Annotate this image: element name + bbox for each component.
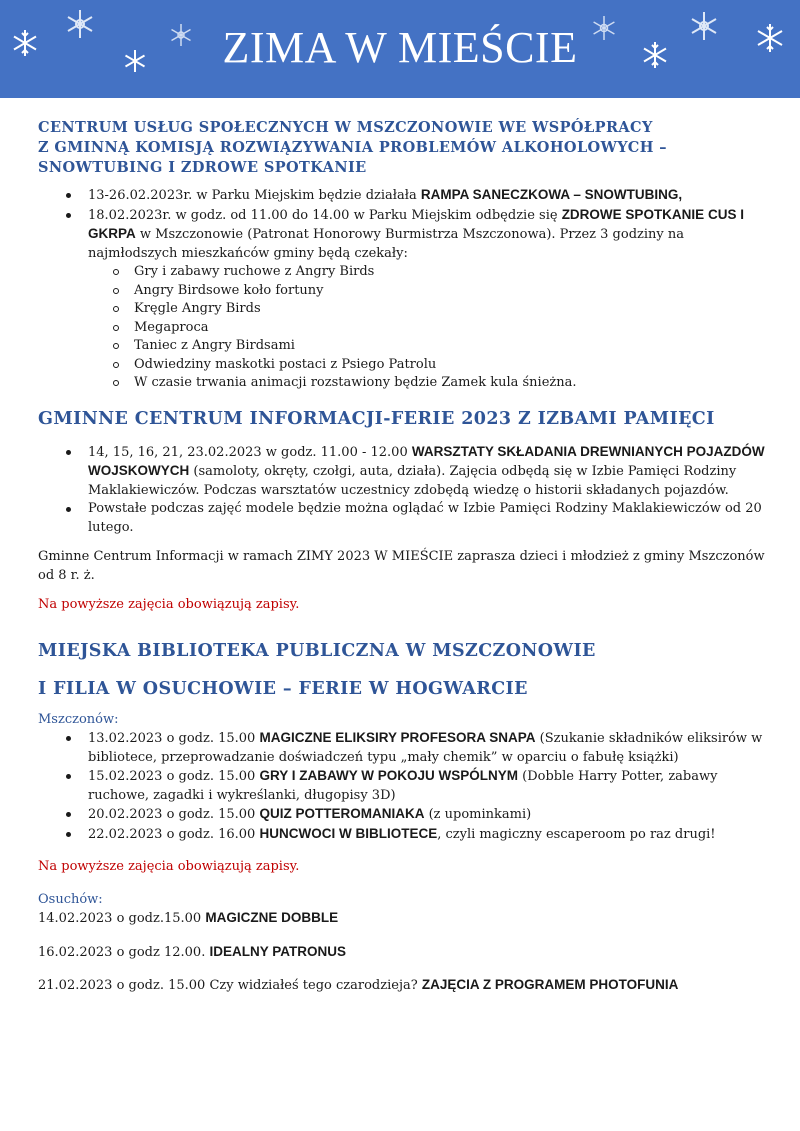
list-item xyxy=(38,186,768,206)
cus-heading-line: SNOWTUBING I ZDROWE SPOTKANIE xyxy=(38,159,367,176)
mszczonow-label: Mszczonów: xyxy=(38,711,119,727)
item-text: 15.02.2023 o godz. 15.00 xyxy=(88,769,260,784)
cus-heading-line: Z GMINNĄ KOMISJĄ ROZWIĄZYWANIA PROBLEMÓW ALKOHOLOWYCH – xyxy=(38,139,667,156)
item-highlight: MAGICZNE DOBBLE xyxy=(205,910,339,925)
sub-list-item: Megaproca xyxy=(88,319,768,338)
item-text: (z upominkami) xyxy=(424,807,532,822)
item-highlight: HUNCWOCI W BIBLIOTECE xyxy=(259,825,438,841)
sub-list-item: Gry i zabawy ruchowe z Angry Birds xyxy=(88,263,768,282)
item-highlight: RAMPA SANECZKOWA – SNOWTUBING, xyxy=(420,187,683,202)
item-text: w Mszczonowie (Patronat Honorowy Burmistrza Mszczonowa). Przez 3 godziny na najmłodszych mieszkańców gminy będą czekały: xyxy=(88,227,684,261)
sub-list-item: Odwiedziny maskotki postaci z Psiego Patrolu xyxy=(88,356,768,375)
list-item xyxy=(38,825,768,845)
item-highlight: ZDROWE SPOTKANIE CUS I GKRPA xyxy=(88,206,744,241)
gci-list xyxy=(38,443,768,538)
registration-note: Na powyższe zajęcia obowiązują zapisy. xyxy=(38,597,300,612)
item-text: 20.02.2023 o godz. 15.00 xyxy=(88,807,260,822)
osuchow-label: Osuchów: xyxy=(38,891,103,907)
item-text: , czyli magiczny escaperoom po raz drugi! xyxy=(437,826,716,842)
attractions-list xyxy=(88,263,768,393)
gci-paragraph: Gminne Centrum Informacji w ramach ZIMY 2023 W MIEŚCIE zaprasza dzieci i młodzież z gminy Mszczonów od 8 r. ż. xyxy=(38,549,765,583)
item-text: 14, 15, 16, 21, 23.02.2023 w godz. 11.00 - 12.00 xyxy=(88,444,412,460)
list-item xyxy=(38,443,768,501)
gci-heading: GMINNE CENTRUM INFORMACJI-FERIE 2023 Z IZBAMI PAMIĘCI xyxy=(38,408,715,429)
osuchow-event xyxy=(38,976,768,996)
item-highlight: IDEALNY PATRONUS xyxy=(209,943,346,959)
item-highlight: GRY I ZABAWY W POKOJU WSPÓLNYM xyxy=(259,768,518,783)
sub-list-item: W czasie trwania animacji rozstawiony będzie Zamek kula śnieżna. xyxy=(88,374,768,393)
mbp-subheading: I FILIA W OSUCHOWIE – FERIE W HOGWARCIE xyxy=(38,678,528,699)
sub-list-item: Angry Birdsowe koło fortuny xyxy=(88,282,768,301)
item-text: (Szukanie składników eliksirów w bibliotece, przeprowadzanie doświadczeń typu „mały chemik” w oparciu o fabułę książki) xyxy=(88,731,763,765)
item-highlight: ZAJĘCIA Z PROGRAMEM PHOTOFUNIA xyxy=(421,977,679,992)
list-item xyxy=(38,206,768,393)
item-text: 14.02.2023 o godz.15.00 xyxy=(38,911,206,926)
item-highlight: QUIZ POTTEROMANIAKA xyxy=(259,806,425,821)
mbp-heading: MIEJSKA BIBLIOTEKA PUBLICZNA W MSZCZONOWIE xyxy=(38,640,596,661)
list-item xyxy=(38,767,768,805)
item-text: 21.02.2023 o godz. 15.00 Czy widziałeś tego czarodzieja? xyxy=(38,978,422,993)
osuchow-event xyxy=(38,909,768,929)
list-item: Powstałe podczas zajęć modele będzie można oglądać w Izbie Pamięci Rodziny Maklakiewiczów od 20 lutego. xyxy=(38,500,768,537)
item-text: 22.02.2023 o godz. 16.00 xyxy=(88,826,260,842)
cus-heading xyxy=(38,118,768,178)
osuchow-event xyxy=(38,943,768,963)
sub-list-item: Taniec z Angry Birdsami xyxy=(88,337,768,356)
document-content xyxy=(38,118,768,996)
item-text: 13-26.02.2023r. w Parku Miejskim będzie działała xyxy=(88,188,421,203)
list-item xyxy=(38,805,768,825)
page-title: ZIMA W MIEŚCIE xyxy=(222,23,578,72)
item-highlight: WARSZTATY SKŁADANIA DREWNIANYCH POJAZDÓW WOJSKOWYCH xyxy=(88,443,765,478)
item-text: 18.02.2023r. w godz. od 11.00 do 14.00 w Parku Miejskim odbędzie się xyxy=(88,207,562,223)
item-text: (samoloty, okręty, czołgi, auta, działa). Zajęcia odbędą się w Izbie Pamięci Rodziny Maklakiewiczów. Podczas warsztatów uczestnicy zdobędą wiedzę o historii składanych pojazdów. xyxy=(88,464,737,498)
mszczonow-list xyxy=(38,729,768,844)
item-text: (Dobble Harry Potter, zabawy ruchowe, zagadki i wykreślanki, długopisy 3D) xyxy=(88,769,718,803)
item-text: 13.02.2023 o godz. 15.00 xyxy=(88,731,260,746)
item-text: 16.02.2023 o godz 12.00. xyxy=(38,944,210,960)
cus-list xyxy=(38,186,768,393)
sub-list-item: Kręgle Angry Birds xyxy=(88,300,768,319)
registration-note: Na powyższe zajęcia obowiązują zapisy. xyxy=(38,859,300,874)
cus-heading-line: CENTRUM USŁUG SPOŁECZNYCH W MSZCZONOWIE WE WSPÓŁPRACY xyxy=(38,119,653,136)
item-highlight: MAGICZNE ELIKSIRY PROFESORA SNAPA xyxy=(259,730,536,745)
header-banner xyxy=(0,0,800,98)
list-item xyxy=(38,729,768,767)
